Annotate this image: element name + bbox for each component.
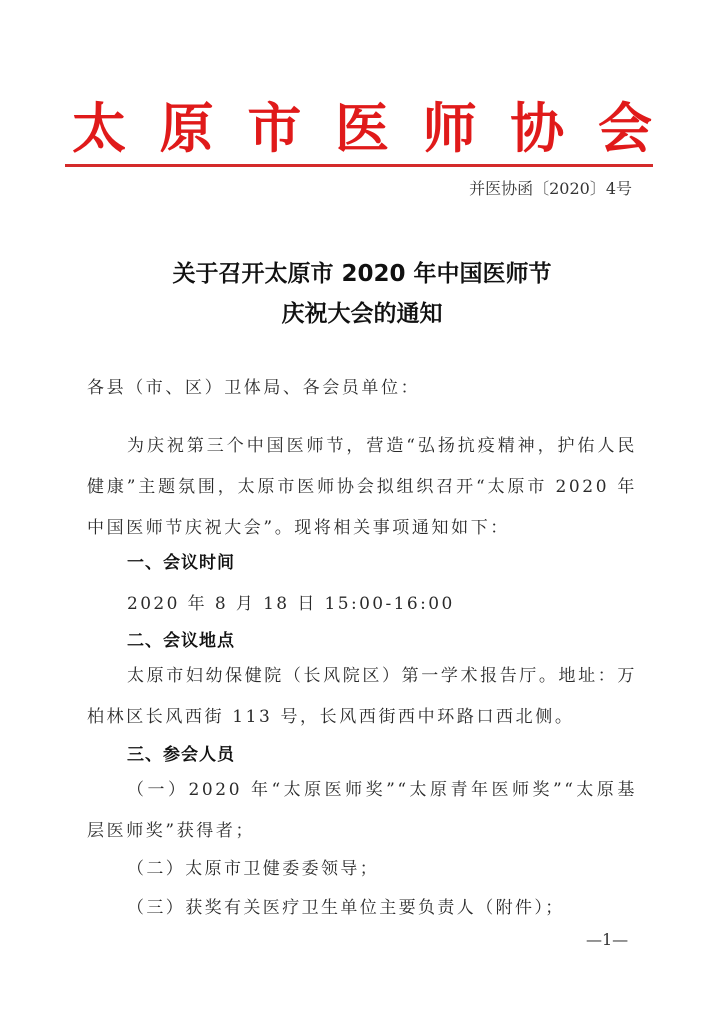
- masthead-char: 师: [422, 96, 477, 160]
- red-divider-rule: [65, 164, 653, 167]
- meeting-time: 2020 年 8 月 18 日 15:00-16:00: [127, 594, 455, 614]
- intro-paragraph: 为庆祝第三个中国医师节，营造“弘扬抗疫精神，护佑人民健康”主题氛围，太原市医师协会拟组织召开“太原市 2020 年中国医师节庆祝大会”。现将相关事项通知如下：: [87, 436, 637, 538]
- masthead-char: 原: [159, 96, 214, 160]
- document-title-line-1: 关于召开太原市 2020 年中国医师节: [172, 261, 552, 287]
- masthead-char: 会: [597, 96, 652, 160]
- document-title-line-2: 庆祝大会的通知: [281, 301, 443, 327]
- masthead-org-name: [72, 92, 652, 164]
- meeting-location: 太原市妇幼保健院（长风院区）第一学术报告厅。地址：万柏林区长风西街 113 号，长风西街西中环路口西北侧。: [87, 666, 637, 727]
- masthead-char: 协: [510, 96, 565, 160]
- document-number: 并医协函〔2020〕4号: [469, 179, 632, 198]
- section-heading-location: 二、会议地点: [127, 631, 235, 651]
- section-heading-attendees: 三、参会人员: [127, 745, 235, 765]
- masthead-char: 市: [247, 96, 302, 160]
- masthead-char: 太: [72, 96, 126, 160]
- attendee-item-1: （一）2020 年“太原医师奖”“太原青年医师奖”“太原基层医师奖”获得者；: [87, 780, 637, 841]
- salutation: 各县（市、区）卫体局、各会员单位：: [87, 378, 421, 398]
- attendee-item-2: （二）太原市卫健委委领导；: [127, 859, 380, 879]
- page-number: —1—: [586, 930, 629, 949]
- attendee-item-3: （三）获奖有关医疗卫生单位主要负责人（附件）；: [127, 898, 565, 918]
- masthead-char: 医: [334, 96, 389, 160]
- section-heading-time: 一、会议时间: [127, 553, 235, 573]
